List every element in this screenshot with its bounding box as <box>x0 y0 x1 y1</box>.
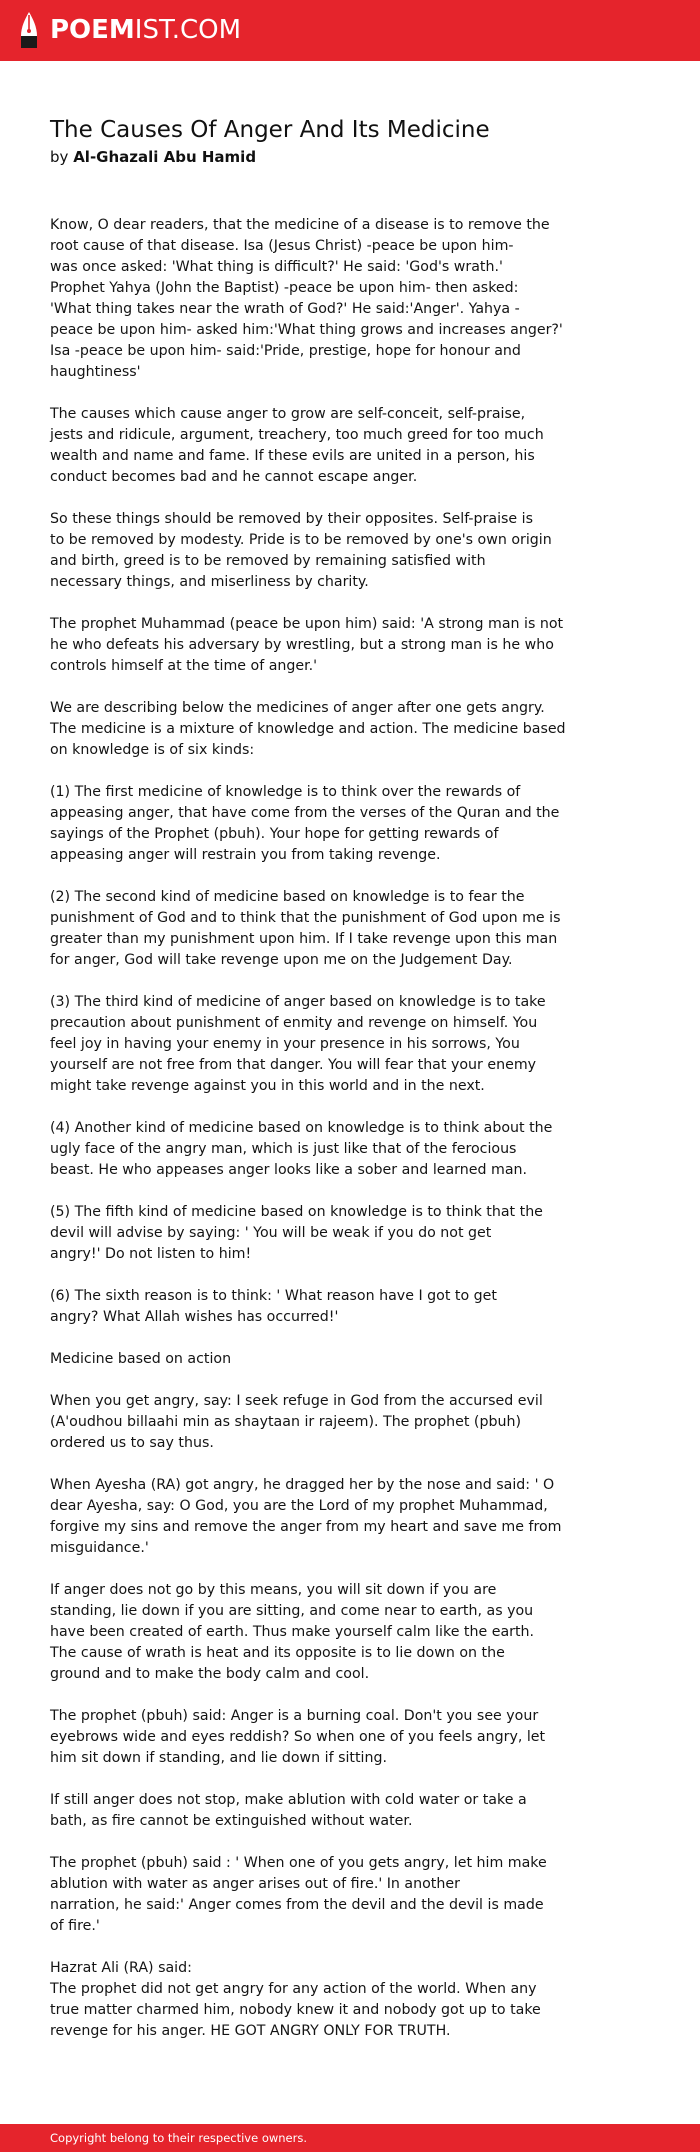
poem-content <box>50 114 566 2063</box>
poem-paragraph <box>50 1349 555 1370</box>
poem-line: controls himself at the time of anger.' <box>50 658 318 674</box>
poem-paragraph <box>50 1391 555 1454</box>
logo-text-bold: POEM <box>50 15 135 45</box>
byline <box>50 146 555 168</box>
poem-paragraph <box>50 404 555 488</box>
poem-line: necessary things, and miserliness by charity. <box>50 574 369 590</box>
copyright-text: Copyright belong to their respective owners. <box>50 2131 308 2145</box>
author-name[interactable]: Al-Ghazali Abu Hamid <box>73 148 257 166</box>
byline-prefix: by <box>50 148 69 166</box>
poem-line: When Ayesha (RA) got angry, he dragged her by the nose and said: ' O <box>50 1477 555 1493</box>
poem-line: (2) The second kind of medicine based on knowledge is to fear the <box>50 889 525 905</box>
poem-line: punishment of God and to think that the punishment of God upon me is <box>50 910 561 926</box>
poem-line: So these things should be removed by their opposites. Self-praise is <box>50 511 533 527</box>
poem-line: If anger does not go by this means, you will sit down if you are <box>50 1582 497 1598</box>
poem-line: The prophet (pbuh) said : ' When one of you gets angry, let him make <box>50 1855 547 1871</box>
poem-line: ground and to make the body calm and cool. <box>50 1666 370 1682</box>
poem-line: We are describing below the medicines of anger after one gets angry. <box>50 700 545 716</box>
poem-line: Prophet Yahya (John the Baptist) -peace be upon him- then asked: <box>50 280 519 296</box>
poem-line: (5) The fifth kind of medicine based on knowledge is to think that the <box>50 1204 543 1220</box>
poem-line: ugly face of the angry man, which is just like that of the ferocious <box>50 1141 517 1157</box>
poem-line: conduct becomes bad and he cannot escape anger. <box>50 469 418 485</box>
poem-line: yourself are not free from that danger. You will fear that your enemy <box>50 1057 537 1073</box>
poem-line: The cause of wrath is heat and its opposite is to lie down on the <box>50 1645 505 1661</box>
poem-line: devil will advise by saying: ' You will be weak if you do not get <box>50 1225 492 1241</box>
poem-line: Hazrat Ali (RA) said: <box>50 1960 192 1976</box>
poem-paragraph <box>50 887 561 971</box>
poem-line: standing, lie down if you are sitting, and come near to earth, as you <box>50 1603 534 1619</box>
poem-paragraph <box>50 1202 555 1265</box>
poem-line: beast. He who appeases anger looks like a sober and learned man. <box>50 1162 528 1178</box>
poem-line: appeasing anger will restrain you from taking revenge. <box>50 847 441 863</box>
poem-line: sayings of the Prophet (pbuh). Your hope for getting rewards of <box>50 826 499 842</box>
poem-line: (4) Another kind of medicine based on knowledge is to think about the <box>50 1120 553 1136</box>
pen-nib-icon <box>16 10 42 50</box>
poem-line: on knowledge is of six kinds: <box>50 742 255 758</box>
poem-line: Isa -peace be upon him- said:'Pride, prestige, hope for honour and <box>50 343 521 359</box>
poem-line: have been created of earth. Thus make yourself calm like the earth. <box>50 1624 535 1640</box>
poem-line: greater than my punishment upon him. If I take revenge upon this man <box>50 931 558 947</box>
poem-paragraph <box>50 782 560 866</box>
poem-line: forgive my sins and remove the anger from my heart and save me from <box>50 1519 562 1535</box>
poem-paragraph <box>50 1475 562 1559</box>
poem-body <box>50 215 566 2042</box>
poem-line: Know, O dear readers, that the medicine of a disease is to remove the <box>50 217 550 233</box>
poem-line: (1) The first medicine of knowledge is to think over the rewards of <box>50 784 521 800</box>
poem-line: to be removed by modesty. Pride is to be removed by one's own origin <box>50 532 552 548</box>
poem-paragraph <box>50 1790 555 1832</box>
poem-line: angry!' Do not listen to him! <box>50 1246 252 1262</box>
poem-line: root cause of that disease. Isa (Jesus Christ) -peace be upon him- <box>50 238 514 254</box>
logo-text-light: IST.COM <box>134 15 242 45</box>
poem-line: The causes which cause anger to grow are self-conceit, self-praise, <box>50 406 526 422</box>
poem-line: Medicine based on action <box>50 1351 232 1367</box>
poem-paragraph <box>50 215 563 383</box>
poem-line: for anger, God will take revenge upon me on the Judgement Day. <box>50 952 513 968</box>
poem-paragraph <box>50 614 564 677</box>
poem-paragraph <box>50 992 555 1097</box>
poem-line: eyebrows wide and eyes reddish? So when one of you feels angry, let <box>50 1729 546 1745</box>
site-footer <box>0 2124 700 2152</box>
poem-line: The prophet did not get angry for any action of the world. When any <box>50 1981 537 1997</box>
poem-line: revenge for his anger. HE GOT ANGRY ONLY FOR TRUTH. <box>50 2023 451 2039</box>
poem-line: wealth and name and fame. If these evils are united in a person, his <box>50 448 535 464</box>
poem-line: and birth, greed is to be removed by remaining satisfied with <box>50 553 486 569</box>
poem-paragraph <box>50 1958 555 2042</box>
poem-line: dear Ayesha, say: O God, you are the Lord of my prophet Muhammad, <box>50 1498 548 1514</box>
poem-paragraph <box>50 509 555 593</box>
poem-line: feel joy in having your enemy in your presence in his sorrows, You <box>50 1036 520 1052</box>
poem-paragraph <box>50 1853 555 1937</box>
poem-line: haughtiness' <box>50 364 141 380</box>
poem-line: jests and ridicule, argument, treachery, too much greed for too much <box>50 427 544 443</box>
poem-line: When you get angry, say: I seek refuge in God from the accursed evil <box>50 1393 543 1409</box>
poem-line: 'What thing takes near the wrath of God?' He said:'Anger'. Yahya - <box>50 301 520 317</box>
poem-line: appeasing anger, that have come from the verses of the Quran and the <box>50 805 560 821</box>
poem-title: The Causes Of Anger And Its Medicine <box>50 117 490 143</box>
poem-line: The prophet Muhammad (peace be upon him) said: 'A strong man is not <box>50 616 564 632</box>
poem-line: The prophet (pbuh) said: Anger is a burning coal. Don't you see your <box>50 1708 539 1724</box>
poem-line: narration, he said:' Anger comes from the devil and the devil is made <box>50 1897 544 1913</box>
poem-paragraph <box>50 698 566 761</box>
poem-paragraph <box>50 1286 555 1328</box>
poem-line: he who defeats his adversary by wrestling, but a strong man is he who <box>50 637 554 653</box>
poem-paragraph <box>50 1580 555 1685</box>
poem-line: was once asked: 'What thing is difficult?' He said: 'God's wrath.' <box>50 259 503 275</box>
poem-line: The medicine is a mixture of knowledge and action. The medicine based <box>50 721 566 737</box>
poem-line: bath, as fire cannot be extinguished without water. <box>50 1813 413 1829</box>
poem-line: (3) The third kind of medicine of anger based on knowledge is to take <box>50 994 546 1010</box>
poem-line: (A'oudhou billaahi min as shaytaan ir rajeem). The prophet (pbuh) <box>50 1414 521 1430</box>
poem-line: him sit down if standing, and lie down if sitting. <box>50 1750 387 1766</box>
poem-paragraph <box>50 1118 555 1181</box>
poem-line: ordered us to say thus. <box>50 1435 214 1451</box>
poem-line: (6) The sixth reason is to think: ' What reason have I got to get <box>50 1288 497 1304</box>
site-logo[interactable] <box>16 10 241 50</box>
poem-line: precaution about punishment of enmity and revenge on himself. You <box>50 1015 538 1031</box>
poem-line: true matter charmed him, nobody knew it and nobody got up to take <box>50 2002 541 2018</box>
poem-line: If still anger does not stop, make ablution with cold water or take a <box>50 1792 527 1808</box>
poem-line: might take revenge against you in this world and in the next. <box>50 1078 485 1094</box>
poem-line: angry? What Allah wishes has occurred!' <box>50 1309 339 1325</box>
logo-wordmark <box>50 10 241 50</box>
poem-line: peace be upon him- asked him:'What thing grows and increases anger?' <box>50 322 563 338</box>
poem-line: of fire.' <box>50 1918 100 1934</box>
site-header <box>0 0 700 61</box>
poem-line: ablution with water as anger arises out of fire.' In another <box>50 1876 460 1892</box>
poem-line: misguidance.' <box>50 1540 149 1556</box>
poem-paragraph <box>50 1706 555 1769</box>
